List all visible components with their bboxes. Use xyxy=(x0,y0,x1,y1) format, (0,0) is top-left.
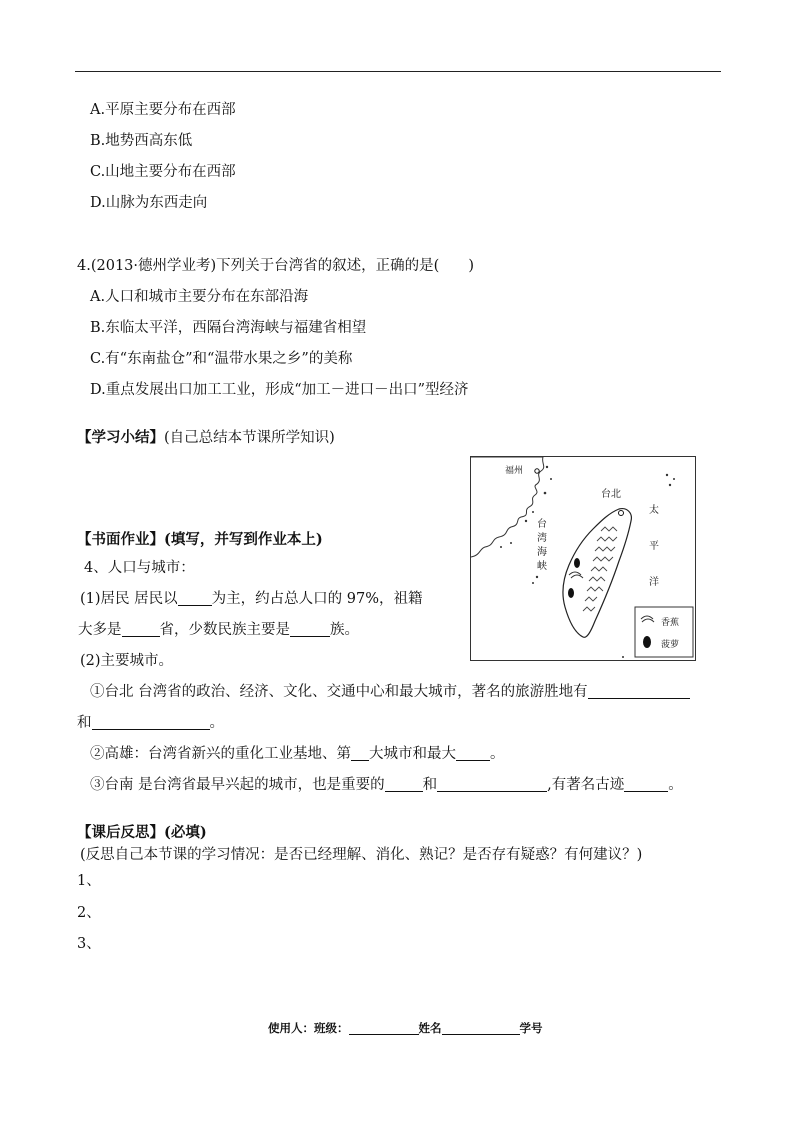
blank-role-1[interactable] xyxy=(385,776,423,792)
homework-line xyxy=(77,530,323,550)
reflection-prompt: (反思自己本节课的学习情况：是否已经理解、消化、熟记？是否存有疑惑？有何建议？) xyxy=(80,847,643,863)
taiwan-map-svg xyxy=(471,457,695,660)
reflection-heading: 【课后反思】 xyxy=(77,824,164,841)
taiwan-map xyxy=(470,456,696,661)
homework-heading: 【书面作业】 xyxy=(77,531,164,548)
q4-stem: 4.(2013·德州学业考)下列关于台湾省的叙述，正确的是( ) xyxy=(77,258,474,274)
blank-historic-site[interactable] xyxy=(624,776,668,792)
q3-option-a: A.平原主要分布在西部 xyxy=(90,102,236,118)
homework-item-4: 4、人口与城市： xyxy=(84,560,195,576)
footer-user: 使用人：班级： xyxy=(268,1021,349,1035)
q3-option-d: D.山脉为东西走向 xyxy=(90,195,208,211)
city1-line1: ①台北 台湾省的政治、经济、文化、交通中心和最大城市，著名的旅游胜地有 xyxy=(90,682,690,702)
city3-line: ③台南 是台湾省最早兴起的城市，也是重要的 和 ,有著名古迹 。 xyxy=(90,777,683,793)
taiwan-island xyxy=(563,509,631,638)
q3-option-c: C.山地主要分布在西部 xyxy=(90,164,236,180)
blank-minority[interactable] xyxy=(290,621,330,637)
footer-id: 学号 xyxy=(519,1021,543,1035)
summary-heading: 【学习小结】 xyxy=(77,429,164,446)
legend-banana: 香蕉 xyxy=(661,618,680,628)
top-rule xyxy=(75,71,721,72)
reflection-item-2: 2、 xyxy=(77,905,101,921)
svg-text:洋: 洋 xyxy=(649,577,659,588)
fuzhou-label: 福州 xyxy=(505,466,524,476)
footer-class-blank[interactable] xyxy=(349,1022,419,1035)
reflection-item-3: 3、 xyxy=(77,936,101,952)
svg-text:湾: 湾 xyxy=(537,533,547,544)
taibei-label: 台北 xyxy=(601,489,621,500)
pineapple-icon xyxy=(643,636,651,648)
blank-role-2[interactable] xyxy=(437,776,547,792)
city1-line2: 和 。 xyxy=(77,715,224,731)
ocean-label xyxy=(649,503,659,588)
homework-note: (填写，并写到作业本上) xyxy=(164,531,323,548)
blank-province[interactable] xyxy=(122,621,160,637)
city2-line: ②高雄：台湾省新兴的重化工业基地、第 大城市和最大 。 xyxy=(90,746,505,762)
q4-option-a: A.人口和城市主要分布在东部沿海 xyxy=(90,289,309,305)
footer-name: 姓名 xyxy=(418,1021,442,1035)
blank-city-rank[interactable] xyxy=(351,745,369,761)
reflection-line xyxy=(77,823,207,843)
q4-option-b: B.东临太平洋，西隔台湾海峡与福建省相望 xyxy=(90,320,367,336)
svg-text:平: 平 xyxy=(649,541,659,552)
q4-option-d: D.重点发展出口加工工业，形成“加工－进口－出口”型经济 xyxy=(90,382,469,398)
p1-line2: 大多是 省，少数民族主要是 族。 xyxy=(78,622,359,638)
reflection-note: (必填) xyxy=(164,824,207,841)
footer-name-blank[interactable] xyxy=(442,1022,520,1035)
reflection-item-1: 1、 xyxy=(77,873,101,889)
blank-tourist-spot-2[interactable] xyxy=(92,714,210,730)
summary-line xyxy=(77,428,335,448)
q3-option-b: B.地势西高东低 xyxy=(90,133,193,149)
blank-tourist-spot-1[interactable] xyxy=(588,683,690,699)
summary-note: (自己总结本节课所学知识) xyxy=(164,430,335,446)
blank-port[interactable] xyxy=(456,745,490,761)
p1-line1: (1)居民 居民以 为主，约占总人口的 97%，祖籍 xyxy=(80,591,423,607)
p2-line: (2)主要城市。 xyxy=(80,653,174,669)
svg-text:太: 太 xyxy=(649,505,659,516)
q4-option-c: C.有“东南盐仓”和“温带水果之乡”的美称 xyxy=(90,351,353,367)
blank-ethnic-group[interactable] xyxy=(178,590,212,606)
strait-label xyxy=(537,517,547,572)
fuzhou-marker xyxy=(535,469,539,473)
svg-text:峡: 峡 xyxy=(537,561,547,572)
footer-line xyxy=(268,1018,543,1038)
svg-text:台: 台 xyxy=(537,519,547,530)
svg-text:海: 海 xyxy=(537,547,547,558)
legend-pineapple: 菠萝 xyxy=(661,640,680,650)
